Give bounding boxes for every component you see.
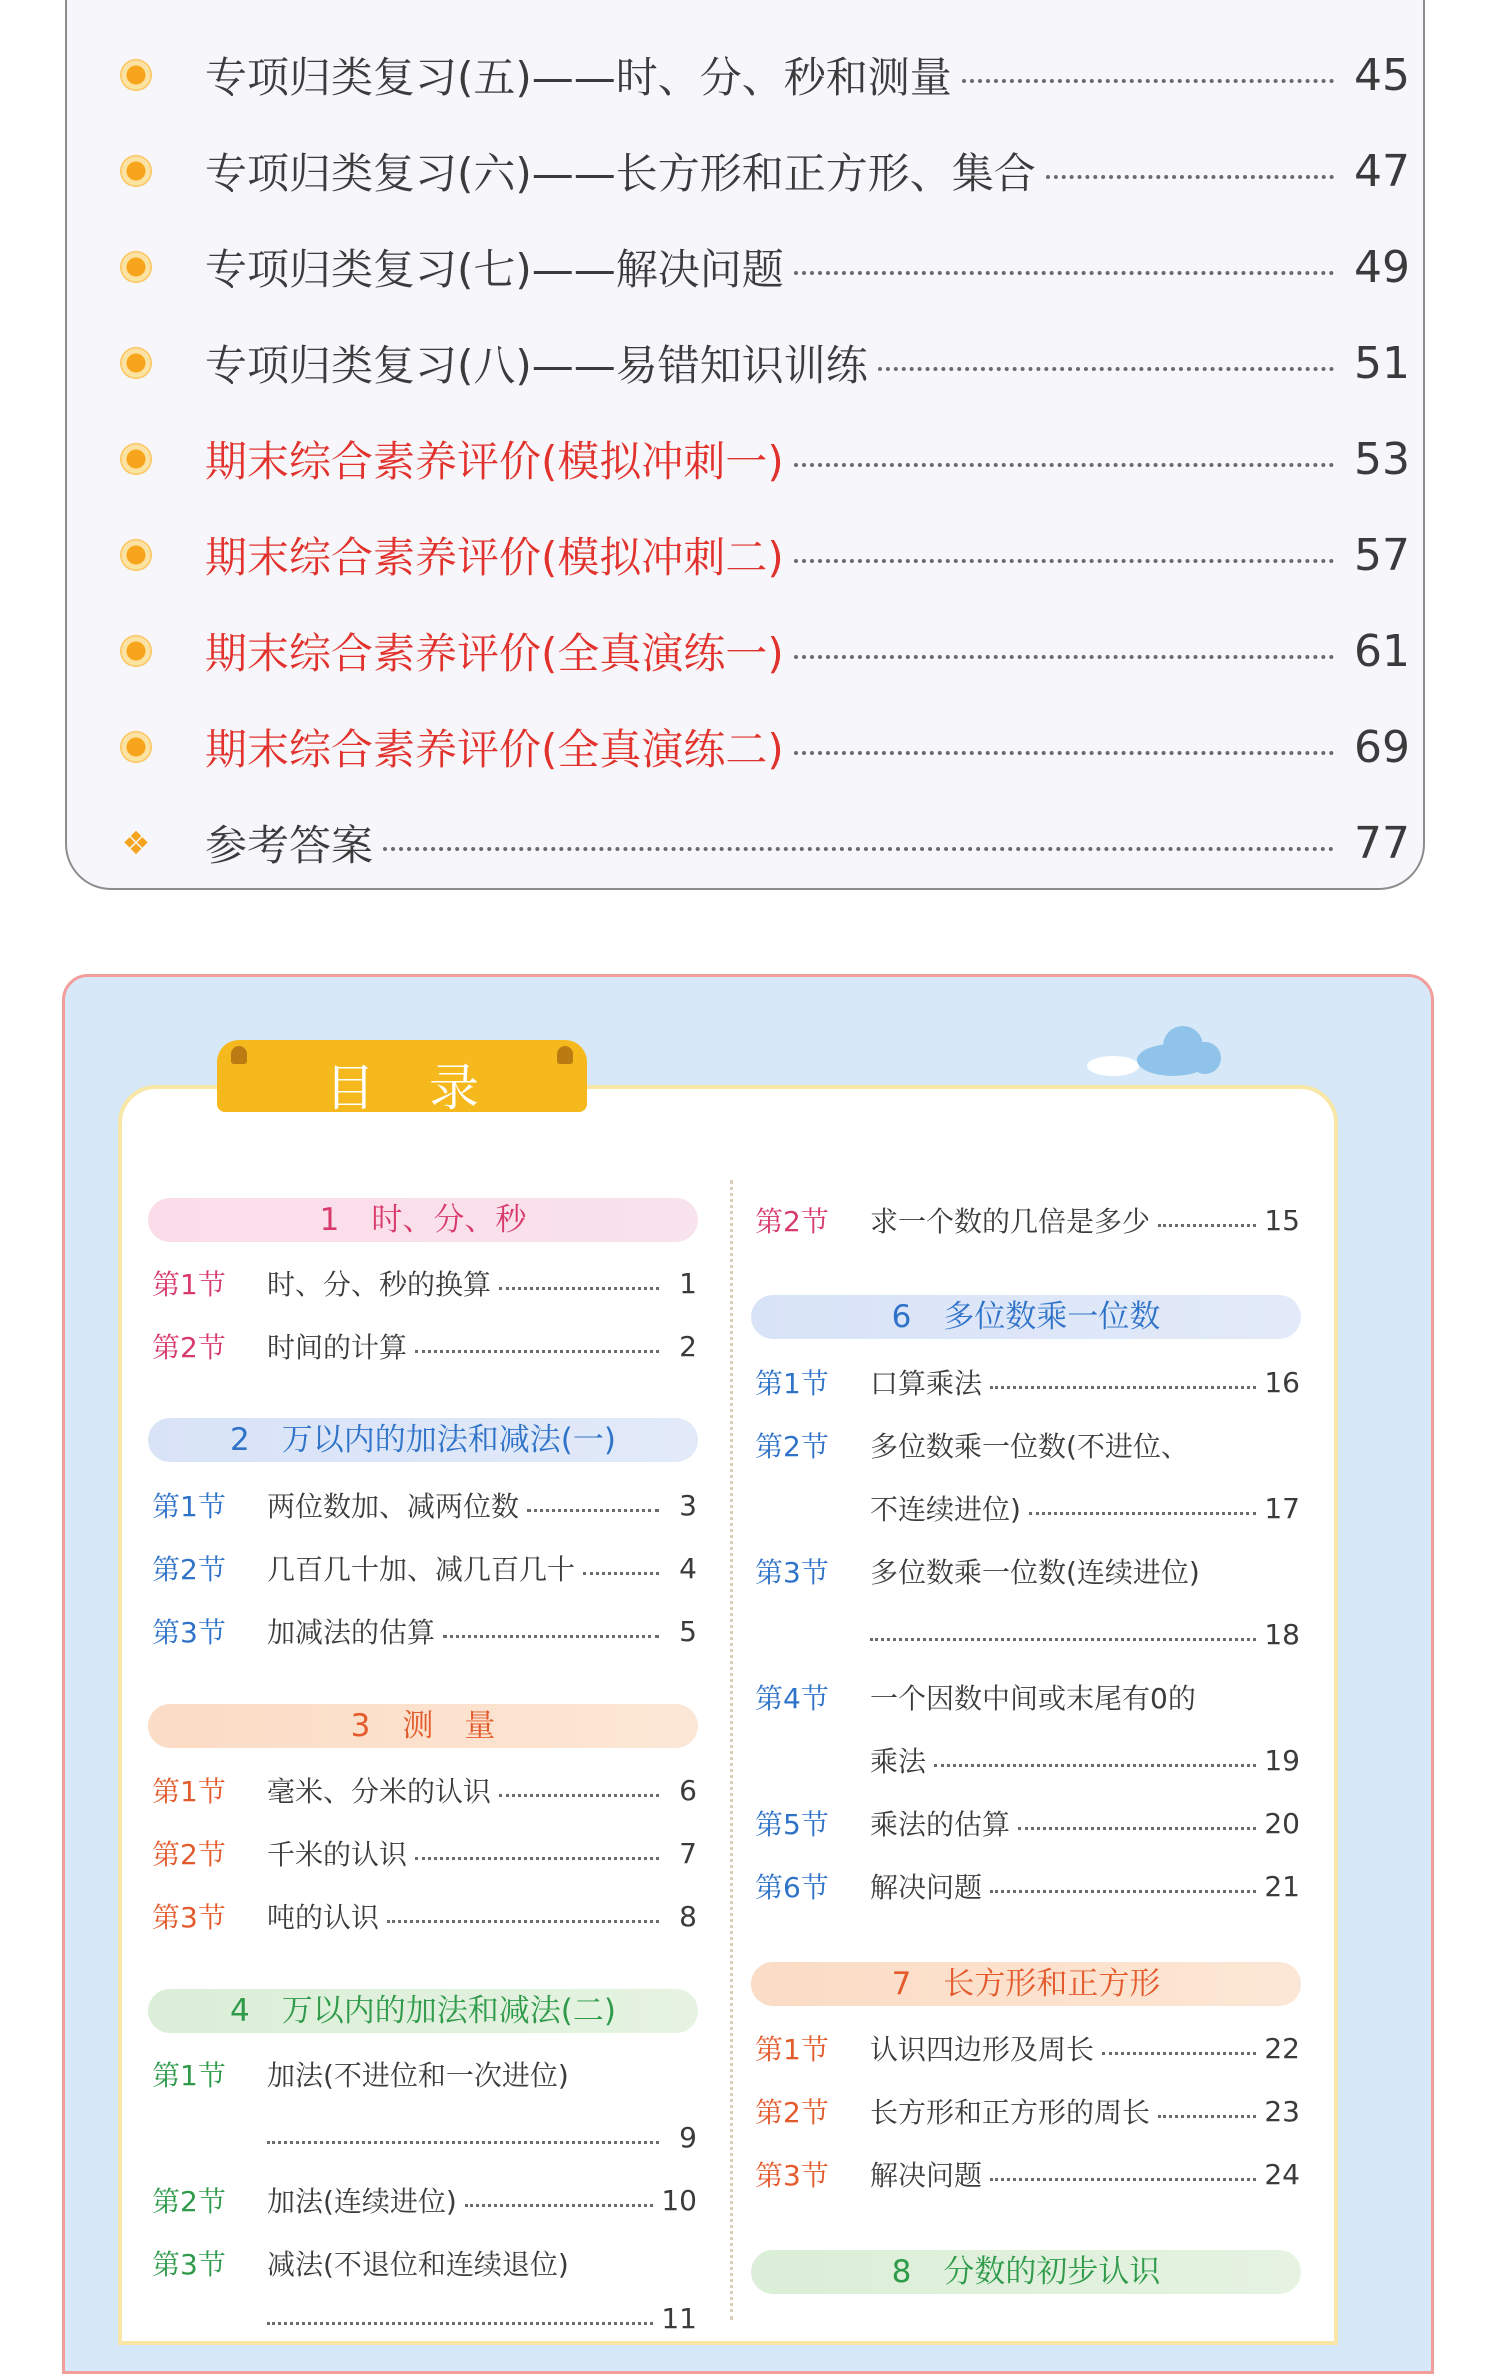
orange-dot-bullet-icon [120,731,152,763]
chapter-title: 多位数乘一位数 [943,1299,1161,1335]
chapter-header-1[interactable] [148,1198,698,1242]
dotted-leader [1158,2115,1256,2118]
dotted-leader [1158,1224,1256,1227]
section-row[interactable] [152,1609,697,1653]
section-page: 23 [1264,2094,1300,2128]
column-divider [730,1180,733,2320]
toc-entry[interactable] [120,232,1410,302]
section-title: 乘法 [870,1745,927,1778]
orange-dot-bullet-icon [120,59,152,91]
section-label: 第3节 [152,1616,226,1649]
section-row-continuation[interactable] [152,2296,697,2340]
toc-entry[interactable] [120,808,1410,878]
toc-entry[interactable] [120,424,1410,494]
section-title: 加减法的估算 [267,1616,436,1649]
section-page: 9 [679,2120,697,2154]
section-label: 第1节 [152,1490,226,1523]
section-label: 第2节 [152,1553,226,1586]
section-row[interactable] [755,1360,1300,1404]
dotted-leader [1102,2052,1256,2055]
section-title: 一个因数中间或末尾有0的 [870,1682,1196,1715]
section-title: 加法(连续进位) [267,2185,457,2218]
orange-dot-bullet-icon [120,347,152,379]
dotted-leader [1046,175,1334,179]
section-row[interactable] [152,1894,697,1938]
chapter-header-8[interactable] [751,2250,1301,2294]
section-row[interactable] [755,1423,1300,1467]
section-title: 不连续进位) [870,1493,1021,1526]
section-label: 第2节 [152,1838,226,1871]
toc-entry-title: 专项归类复习(六)——长方形和正方形、集合 [205,149,1036,198]
dotted-leader [878,367,1334,371]
dotted-leader [387,1920,659,1923]
section-label: 第5节 [755,1808,829,1841]
section-label: 第4节 [755,1682,829,1715]
section-label: 第3节 [755,1556,829,1589]
section-label: 第2节 [152,2185,226,2218]
section-title: 认识四边形及周长 [870,2033,1095,2066]
section-row[interactable] [755,1864,1300,1908]
chapter-number: 8 [891,2254,912,2290]
dotted-leader [415,1350,659,1353]
toc-entry-page: 49 [1354,241,1410,293]
dotted-leader [1018,1827,1256,1830]
toc-entry-title: 专项归类复习(八)——易错知识训练 [205,341,868,390]
toc-entry-title: 期末综合素养评价(模拟冲刺一) [205,437,784,486]
chapter-title: 万以内的加法和减法(一) [281,1422,616,1458]
section-row[interactable] [755,1675,1300,1719]
section-title: 时、分、秒的换算 [267,1268,492,1301]
orange-dot-bullet-icon [120,443,152,475]
toc-entry-page: 77 [1354,817,1410,869]
chapter-number: 4 [230,1993,250,2029]
section-page: 1 [679,1266,697,1300]
section-page: 15 [1264,1203,1300,1237]
chapter-header-2[interactable] [148,1418,698,1462]
toc-entry-title: 专项归类复习(五)——时、分、秒和测量 [205,53,952,102]
section-row[interactable] [755,2152,1300,2196]
section-label: 第3节 [755,2159,829,2192]
section-title: 解决问题 [870,1871,983,1904]
section-page: 7 [679,1836,697,1870]
section-page: 22 [1264,2031,1300,2065]
chapter-number: 3 [350,1708,371,1744]
chapter-title: 分数的初步认识 [943,2254,1161,2290]
section-title: 千米的认识 [267,1838,408,1871]
section-title: 多位数乘一位数(不进位、 [870,1430,1189,1463]
section-label: 第2节 [755,2096,829,2129]
section-row-continuation[interactable] [152,2115,697,2159]
toc-entry[interactable] [120,616,1410,686]
section-page: 5 [679,1614,697,1648]
section-label: 第1节 [152,1268,226,1301]
dotted-leader [870,1638,1256,1641]
section-page: 10 [661,2183,697,2217]
dotted-leader [267,2141,659,2144]
chapter-number: 1 [319,1202,340,1238]
section-title: 解决问题 [870,2159,983,2192]
toc-entry-page: 45 [1354,49,1410,101]
dotted-leader [383,847,1334,851]
section-label: 第3节 [152,1901,226,1934]
section-page: 17 [1264,1491,1300,1525]
section-page: 6 [679,1773,697,1807]
four-diamond-bullet-icon: ❖ [121,824,151,862]
section-row[interactable] [755,2089,1300,2133]
chapter-title: 万以内的加法和减法(二) [281,1993,616,2029]
section-row[interactable] [755,2026,1300,2070]
section-row[interactable] [152,2241,697,2285]
dotted-leader [527,1509,659,1512]
section-row[interactable] [152,1483,697,1527]
dotted-leader [443,1635,659,1638]
section-page: 4 [679,1551,697,1585]
chapter-number: 2 [230,1422,250,1458]
section-row[interactable] [755,1549,1300,1593]
section-page: 16 [1264,1365,1300,1399]
dotted-leader [583,1572,659,1575]
toc-entry-title: 期末综合素养评价(全真演练二) [205,725,784,774]
section-row[interactable] [152,1261,697,1305]
section-row-continuation[interactable] [755,1612,1300,1656]
chapter-title: 时、分、秒 [371,1202,527,1238]
section-label: 第3节 [152,2248,226,2281]
section-row[interactable] [755,1801,1300,1845]
toc-entry-title: 期末综合素养评价(模拟冲刺二) [205,533,784,582]
orange-dot-bullet-icon [120,251,152,283]
dotted-leader [794,559,1334,563]
chapter-title: 长方形和正方形 [943,1966,1161,2002]
dotted-leader [990,1890,1256,1893]
toc-entry[interactable] [120,712,1410,782]
section-page: 19 [1264,1743,1300,1777]
dotted-leader [499,1287,659,1290]
chapter-title: 测 量 [402,1708,496,1744]
dotted-leader [794,655,1334,659]
toc-entry-title: 专项归类复习(七)——解决问题 [205,245,784,294]
chapter-header-7[interactable] [751,1962,1301,2006]
section-page: 20 [1264,1806,1300,1840]
toc-entry-title: 期末综合素养评价(全真演练一) [205,629,784,678]
toc-entry-page: 53 [1354,433,1410,485]
chapter-number: 7 [891,1966,912,2002]
dotted-leader [990,2178,1256,2181]
toc-entry[interactable] [120,520,1410,590]
section-title: 长方形和正方形的周长 [870,2096,1151,2129]
orange-dot-bullet-icon [120,155,152,187]
section-title: 几百几十加、减几百几十 [267,1553,576,1586]
section-label: 第2节 [755,1430,829,1463]
toc-entry-page: 57 [1354,529,1410,581]
section-row[interactable] [152,2052,697,2096]
dotted-leader [415,1857,659,1860]
section-title: 加法(不进位和一次进位) [267,2059,569,2092]
section-page: 18 [1264,1617,1300,1651]
section-title: 减法(不退位和连续退位) [267,2248,569,2281]
section-label: 第6节 [755,1871,829,1904]
chapter-header-4[interactable] [148,1989,698,2033]
contents-title: 目录 [325,1059,533,1117]
section-page: 21 [1264,1869,1300,1903]
toc-entry-page: 51 [1354,337,1410,389]
section-label: 第1节 [755,2033,829,2066]
section-label: 第2节 [152,1331,226,1364]
section-label: 第2节 [755,1205,829,1238]
toc-entry[interactable] [120,328,1410,398]
section-page: 2 [679,1329,697,1363]
section-title: 口算乘法 [870,1367,983,1400]
toc-entry-page: 61 [1354,625,1410,677]
section-row[interactable] [152,1546,697,1590]
dotted-leader [794,463,1334,467]
section-page: 3 [679,1488,697,1522]
section-row[interactable] [152,1768,697,1812]
section-title: 乘法的估算 [870,1808,1011,1841]
section-row-continuation[interactable] [755,1738,1300,1782]
chapter-number: 6 [891,1299,912,1335]
section-page: 11 [661,2301,697,2335]
contents-title-tab [217,1040,587,1117]
toc-entry-page: 47 [1354,145,1410,197]
section-row[interactable] [152,1831,697,1875]
section-row[interactable] [152,2178,697,2222]
section-title: 时间的计算 [267,1331,408,1364]
chapter-header-6[interactable] [751,1295,1301,1339]
chapter-header-3[interactable] [148,1704,698,1748]
cloud-icon [1085,1020,1235,1080]
section-title: 求一个数的几倍是多少 [870,1205,1151,1238]
dotted-leader [934,1764,1256,1767]
dotted-leader [794,271,1334,275]
section-row[interactable] [152,1324,697,1368]
dotted-leader [962,79,1334,83]
section-page: 24 [1264,2157,1300,2191]
section-title: 两位数加、减两位数 [267,1490,520,1523]
section-label: 第1节 [755,1367,829,1400]
orange-dot-bullet-icon [120,539,152,571]
section-title: 吨的认识 [267,1901,380,1934]
section-label: 第1节 [152,2059,226,2092]
dotted-leader [794,751,1334,755]
dotted-leader [990,1386,1256,1389]
dotted-leader [465,2204,654,2207]
section-title: 毫米、分米的认识 [267,1775,492,1808]
toc-entry[interactable] [120,136,1410,206]
toc-entry-page: 69 [1354,721,1410,773]
section-page: 8 [679,1899,697,1933]
section-label: 第1节 [152,1775,226,1808]
section-row[interactable] [755,1198,1300,1242]
section-row-continuation[interactable] [755,1486,1300,1530]
section-title: 多位数乘一位数(连续进位) [870,1556,1200,1589]
dotted-leader [1029,1512,1256,1515]
toc-entry[interactable] [120,40,1410,110]
toc-entry-title: 参考答案 [205,821,374,870]
dotted-leader [499,1794,659,1797]
orange-dot-bullet-icon [120,635,152,667]
